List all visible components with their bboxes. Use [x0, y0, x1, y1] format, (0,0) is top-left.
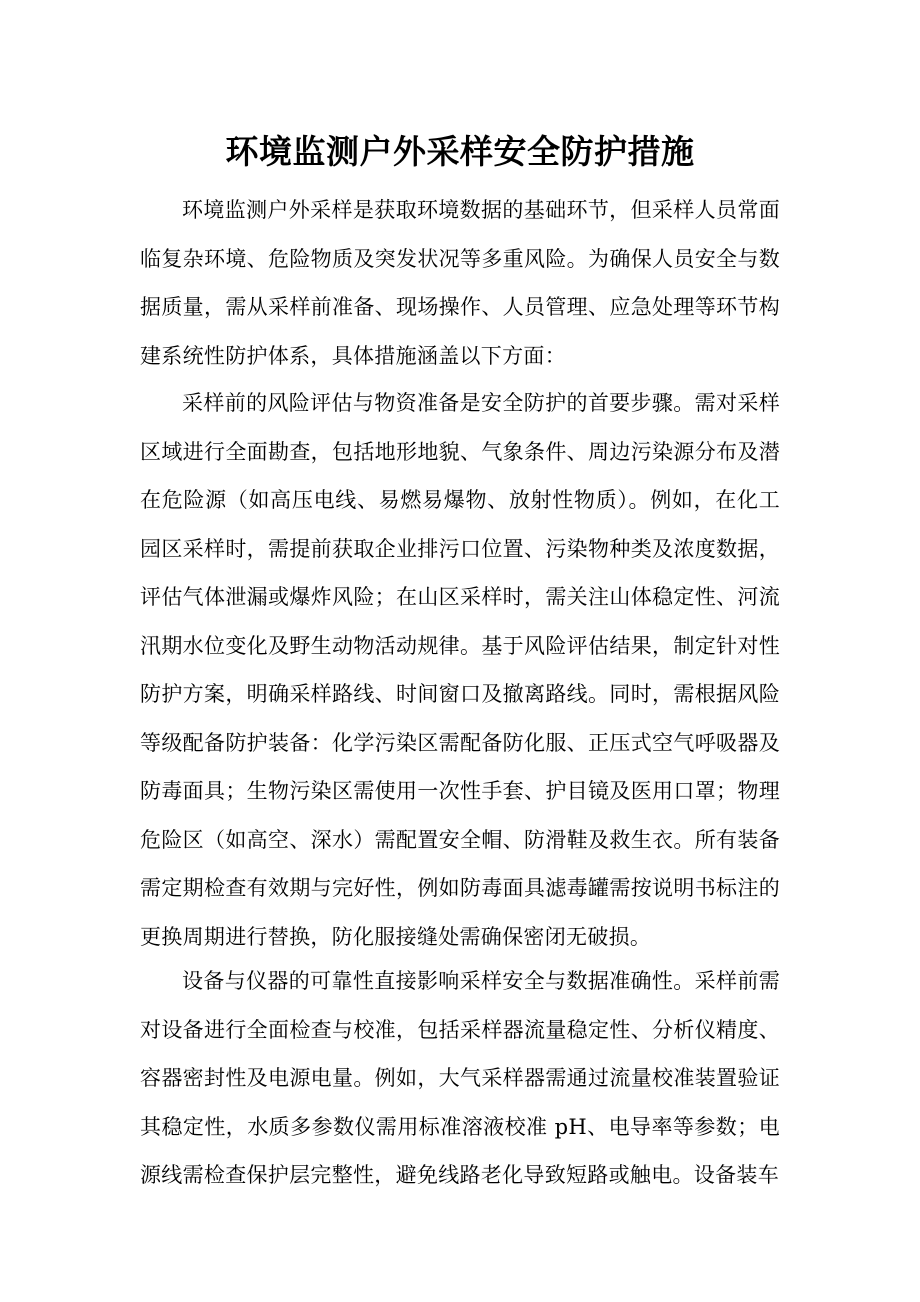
document-title: 环境监测户外采样安全防护措施 — [225, 132, 695, 171]
paragraph-equipment-reliability: 设备与仪器的可靠性直接影响采样安全与数据准确性。采样前需对设备进行全面检查与校准，包括采样器流量稳定性、分析仪精度、容器密封性及电源电量。例如，大气采样器需通过流量校准装置验证其稳定性，水质多参数仪需用标准溶液校准 pH、电导率等参数；电源线需检查保护层完整性，避免线路老化导致短路或触电。设备装车 — [140, 969, 780, 1187]
paragraph-introduction: 环境监测户外采样是获取环境数据的基础环节，但采样人员常面临复杂环境、危险物质及突发状况等多重风险。为确保人员安全与数据质量，需从采样前准备、现场操作、人员管理、应急处理等环节构建系统性防护体系，具体措施涵盖以下方面： — [140, 198, 780, 368]
paragraph-risk-assessment: 采样前的风险评估与物资准备是安全防护的首要步骤。需对采样区域进行全面勘查，包括地形地貌、气象条件、周边污染源分布及潜在危险源（如高压电线、易燃易爆物、放射性物质）。例如，在化工园区采样时，需提前获取企业排污口位置、污染物种类及浓度数据，评估气体泄漏或爆炸风险；在山区采样时，需关注山体稳定性、河流汛期水位变化及野生动物活动规律。基于风险评估结果，制定针对性防护方案，明确采样路线、时间窗口及撤离路线。同时，需根据风险等级配备防护装备：化学污染区需配备防化服、正压式空气呼吸器及防毒面具；生物污染区需使用一次性手套、护目镜及医用口罩；物理危险区（如高空、深水）需配置安全帽、防滑鞋及救生衣。所有装备需定期检查有效期与完好性，例如防毒面具滤毒罐需按说明书标注的更换周期进行替换，防化服接缝处需确保密闭无破损。 — [140, 391, 780, 949]
